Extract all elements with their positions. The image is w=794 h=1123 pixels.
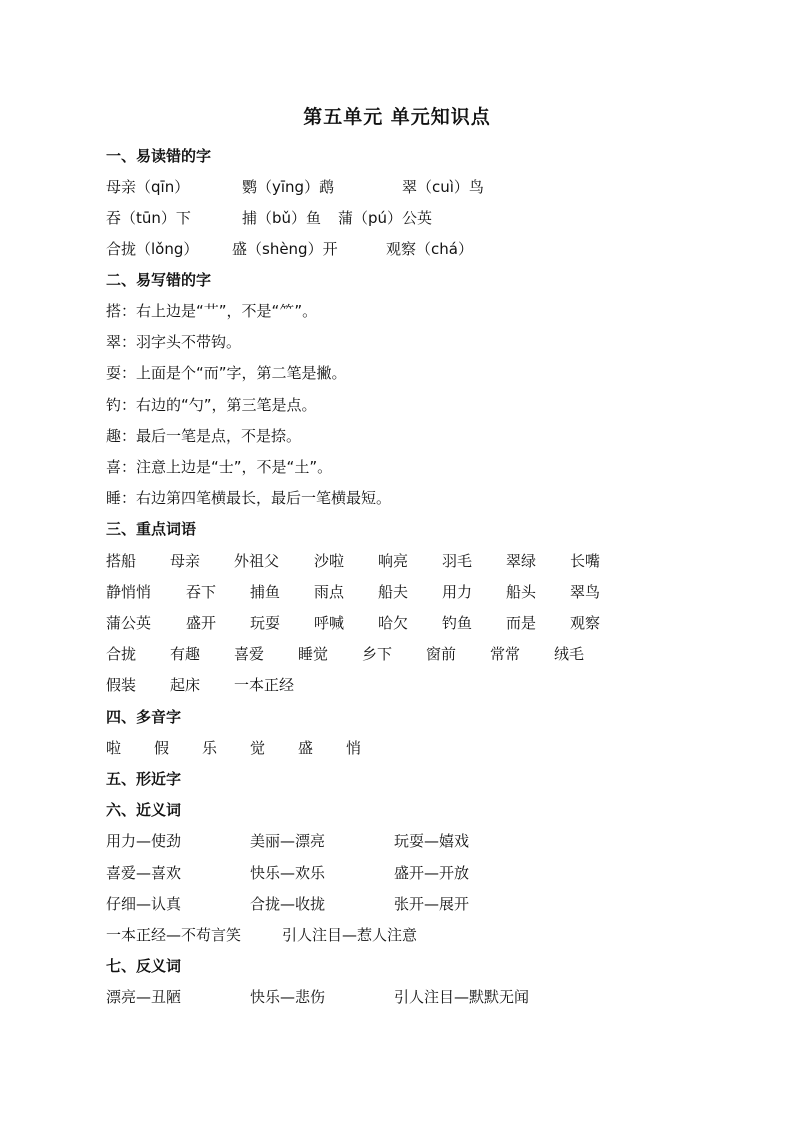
polyphone-char: 啦 [106, 739, 122, 757]
antonym-pair: 快乐—悲伤 [250, 988, 326, 1006]
section-heading-2: 二、易写错的字 [106, 271, 212, 289]
vocab-word: 呼喊 [314, 614, 345, 632]
pinyin-item: 捕（bǔ）鱼 [242, 209, 322, 227]
synonym-pair: 一本正经—不苟言笑 [106, 926, 242, 944]
vocab-word: 盛开 [186, 614, 217, 632]
pinyin-item: 观察（chá） [386, 240, 473, 258]
vocab-word: 钓鱼 [442, 614, 473, 632]
polyphone-char: 盛 [298, 739, 314, 757]
pinyin-item: 合拢（lǒng） [106, 240, 199, 258]
vocab-word: 窗前 [426, 645, 457, 663]
vocab-word: 翠绿 [506, 552, 537, 570]
writing-note: 趣：最后一笔是点，不是捺。 [106, 427, 302, 445]
writing-note: 搭：右上边是“艹”，不是“⺮”。 [106, 302, 318, 320]
vocab-word: 翠鸟 [570, 583, 601, 601]
writing-note: 钓：右边的“勺”，第三笔是点。 [106, 396, 317, 414]
writing-note: 耍：上面是个“而”字，第二笔是撇。 [106, 364, 347, 382]
synonym-pair: 快乐—欢乐 [250, 864, 326, 882]
polyphone-char: 假 [154, 739, 170, 757]
vocab-word: 而是 [506, 614, 537, 632]
antonym-pair: 引人注目—默默无闻 [394, 988, 530, 1006]
vocab-word: 捕鱼 [250, 583, 281, 601]
vocab-word: 绒毛 [554, 645, 585, 663]
vocab-word: 响亮 [378, 552, 409, 570]
vocab-word: 观察 [570, 614, 601, 632]
section-heading-1: 一、易读错的字 [106, 147, 212, 165]
pinyin-item: 翠（cuì）鸟 [402, 178, 484, 196]
section-heading-5: 五、形近字 [106, 770, 182, 788]
polyphone-char: 觉 [250, 739, 266, 757]
vocab-word: 船夫 [378, 583, 409, 601]
synonym-pair: 合拢—收拢 [250, 895, 326, 913]
vocab-word: 睡觉 [298, 645, 329, 663]
synonym-pair: 用力—使劲 [106, 832, 182, 850]
vocab-word: 雨点 [314, 583, 345, 601]
vocab-word: 用力 [442, 583, 473, 601]
polyphone-char: 乐 [202, 739, 218, 757]
vocab-word: 合拢 [106, 645, 137, 663]
pinyin-item: 母亲（qīn） [106, 178, 190, 196]
writing-note: 喜：注意上边是“士”，不是“土”。 [106, 458, 333, 476]
vocab-word: 假装 [106, 676, 137, 694]
vocab-word: 一本正经 [234, 676, 295, 694]
vocab-word: 起床 [170, 676, 201, 694]
synonym-pair: 引人注目—惹人注意 [282, 926, 418, 944]
vocab-word: 喜爱 [234, 645, 265, 663]
pinyin-item: 盛（shèng）开 [232, 240, 338, 258]
antonym-pair: 漂亮—丑陋 [106, 988, 182, 1006]
vocab-word: 长嘴 [570, 552, 601, 570]
section-heading-3: 三、重点词语 [106, 520, 197, 538]
section-heading-7: 七、反义词 [106, 957, 182, 975]
polyphone-char: 悄 [346, 739, 362, 757]
section-heading-6: 六、近义词 [106, 801, 182, 819]
writing-note: 睡：右边第四笔横最长，最后一笔横最短。 [106, 489, 392, 507]
pinyin-item: 蒲（pú）公英 [338, 209, 433, 227]
vocab-word: 船头 [506, 583, 537, 601]
vocab-word: 沙啦 [314, 552, 345, 570]
vocab-word: 玩耍 [250, 614, 281, 632]
vocab-word: 有趣 [170, 645, 201, 663]
vocab-word: 母亲 [170, 552, 201, 570]
pinyin-item: 吞（tūn）下 [106, 209, 191, 227]
synonym-pair: 仔细—认真 [106, 895, 182, 913]
pinyin-item: 鹦（yīng）鹉 [242, 178, 335, 196]
synonym-pair: 玩耍—嬉戏 [394, 832, 470, 850]
section-heading-4: 四、多音字 [106, 708, 182, 726]
vocab-word: 蒲公英 [106, 614, 152, 632]
synonym-pair: 盛开—开放 [394, 864, 470, 882]
synonym-pair: 张开—展开 [394, 895, 470, 913]
vocab-word: 静悄悄 [106, 583, 152, 601]
page-title: 第五单元 单元知识点 [303, 106, 491, 128]
writing-note: 翠：羽字头不带钩。 [106, 333, 242, 351]
synonym-pair: 喜爱—喜欢 [106, 864, 182, 882]
vocab-word: 外祖父 [234, 552, 280, 570]
vocab-word: 乡下 [362, 645, 393, 663]
synonym-pair: 美丽—漂亮 [250, 832, 326, 850]
vocab-word: 常常 [490, 645, 521, 663]
vocab-word: 吞下 [186, 583, 217, 601]
vocab-word: 搭船 [106, 552, 137, 570]
vocab-word: 羽毛 [442, 552, 473, 570]
vocab-word: 哈欠 [378, 614, 409, 632]
